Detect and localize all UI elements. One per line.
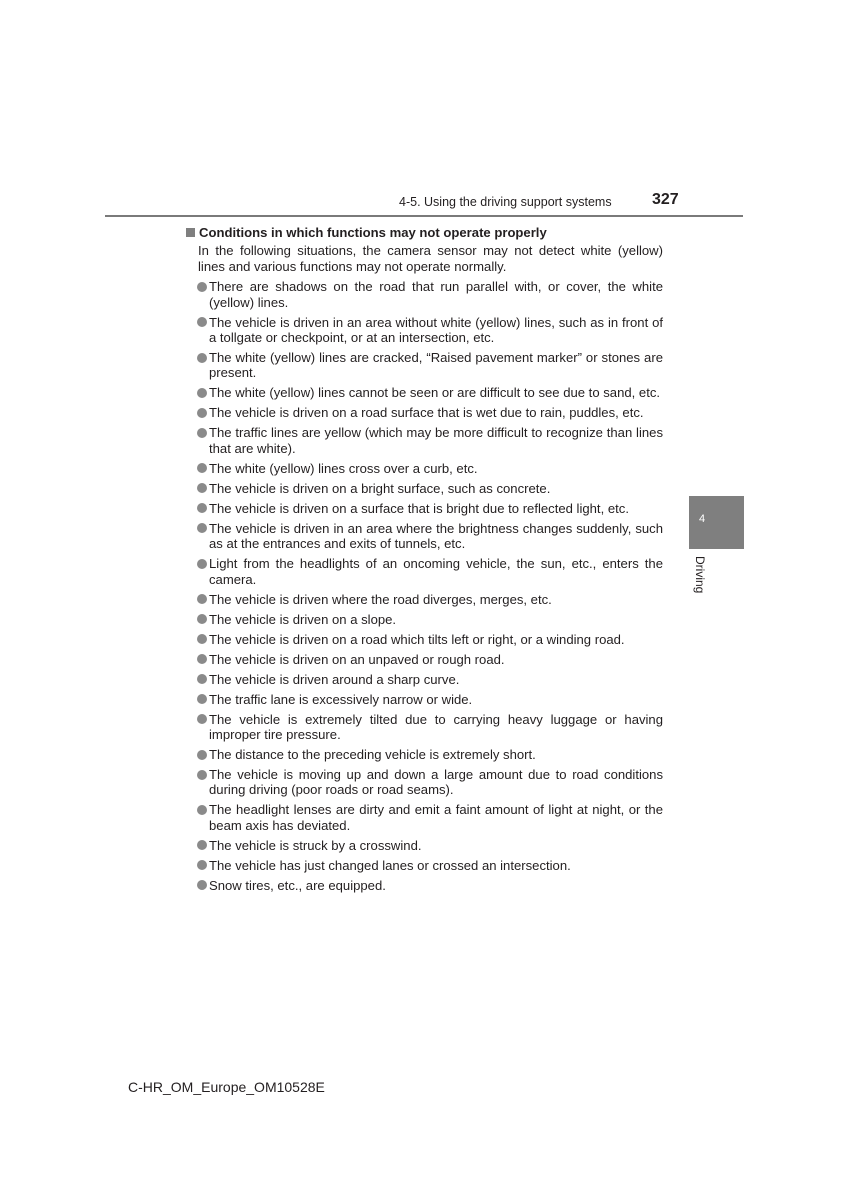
document-code: C-HR_OM_Europe_OM10528E: [128, 1079, 325, 1095]
main-content: [186, 225, 663, 898]
section-heading: [186, 225, 663, 240]
list-item-text: The vehicle is driven in an area where the brightness changes suddenly, such as at the entrances and exits of tunnels, etc.: [209, 520, 663, 552]
section-heading-text: Conditions in which functions may not operate properly: [199, 225, 547, 240]
list-item: [197, 858, 663, 873]
list-item-text: Snow tires, etc., are equipped.: [209, 877, 386, 893]
list-item-text: The white (yellow) lines cannot be seen or are difficult to see due to sand, etc.: [209, 385, 661, 401]
list-item-text: The vehicle is driven in an area without white (yellow) lines, such as in front of a tollgate or checkpoint, or at an intersection, etc.: [209, 314, 663, 346]
list-item-text: The white (yellow) lines are cracked, “Raised pavement marker” or stones are present.: [209, 350, 663, 381]
bullet-circle-icon: [197, 880, 207, 890]
bullet-circle-icon: [197, 559, 207, 569]
bullet-circle-icon: [197, 654, 207, 664]
list-item-text: The vehicle is driven on an unpaved or rough road.: [209, 651, 505, 667]
list-item: [197, 612, 663, 627]
bullet-circle-icon: [197, 674, 207, 684]
bullet-circle-icon: [197, 714, 207, 724]
list-item-text: The vehicle is moving up and down a large amount due to road conditions during driving (poor roads or road seams).: [209, 767, 663, 798]
page-number: 327: [652, 191, 679, 208]
list-item: [197, 802, 663, 833]
conditions-list: [186, 279, 663, 893]
list-item-text: The vehicle is driven around a sharp curve.: [209, 671, 460, 687]
section-title: 4-5. Using the driving support systems: [399, 195, 612, 209]
bullet-circle-icon: [197, 770, 207, 780]
list-item: [197, 385, 663, 400]
list-item: [197, 481, 663, 496]
list-item: [197, 501, 663, 516]
list-item-text: The white (yellow) lines cross over a curb, etc.: [209, 460, 478, 476]
bullet-circle-icon: [197, 523, 207, 533]
list-item: [197, 405, 663, 420]
list-item: [197, 747, 663, 762]
list-item: [197, 279, 663, 310]
bullet-circle-icon: [197, 594, 207, 604]
bullet-circle-icon: [197, 694, 207, 704]
list-item-text: The traffic lines are yellow (which may be more difficult to recognize than lines that are white).: [209, 425, 663, 456]
bullet-circle-icon: [197, 282, 207, 292]
list-item-text: The vehicle is driven on a slope.: [209, 611, 397, 627]
list-item: [197, 350, 663, 381]
chapter-label: Driving: [693, 556, 707, 594]
list-item-text: The vehicle is struck by a crosswind.: [209, 837, 422, 853]
bullet-circle-icon: [197, 483, 207, 493]
list-item: [197, 425, 663, 456]
bullet-circle-icon: [197, 408, 207, 418]
list-item-text: The vehicle is driven on a road surface that is wet due to rain, puddles, etc.: [209, 405, 644, 421]
list-item-text: There are shadows on the road that run parallel with, or cover, the white (yellow) lines.: [209, 279, 663, 310]
list-item-text: The vehicle is driven where the road diverges, merges, etc.: [209, 591, 552, 607]
list-item: [197, 712, 663, 743]
list-item-text: The traffic lane is excessively narrow or wide.: [209, 691, 473, 707]
chapter-tab: [689, 496, 744, 549]
list-item: [197, 692, 663, 707]
intro-paragraph: In the following situations, the camera sensor may not detect white (yellow) lines and various functions may not operate normally.: [198, 243, 663, 274]
list-item-text: The headlight lenses are dirty and emit a faint amount of light at night, or the beam axis has deviated.: [209, 802, 663, 833]
bullet-circle-icon: [197, 614, 207, 624]
bullet-circle-icon: [197, 750, 207, 760]
bullet-circle-icon: [197, 428, 207, 438]
list-item-text: Light from the headlights of an oncoming vehicle, the sun, etc., enters the camera.: [209, 556, 663, 587]
list-item: [197, 878, 663, 893]
list-item: [197, 652, 663, 667]
list-item: [197, 556, 663, 587]
bullet-circle-icon: [197, 634, 207, 644]
list-item: [197, 632, 663, 647]
bullet-circle-icon: [197, 840, 207, 850]
list-item: [197, 521, 663, 552]
list-item: [197, 838, 663, 853]
list-item-text: The vehicle is driven on a bright surface, such as concrete.: [209, 480, 551, 496]
bullet-circle-icon: [197, 463, 207, 473]
list-item: [197, 315, 663, 346]
list-item-text: The vehicle is extremely tilted due to carrying heavy luggage or having improper tire pressure.: [209, 711, 663, 743]
list-item: [197, 672, 663, 687]
bullet-circle-icon: [197, 805, 207, 815]
bullet-circle-icon: [197, 503, 207, 513]
list-item: [197, 461, 663, 476]
square-bullet-icon: [186, 228, 195, 237]
header-divider: [105, 215, 743, 217]
list-item-text: The vehicle has just changed lanes or crossed an intersection.: [209, 857, 571, 873]
list-item-text: The vehicle is driven on a road which tilts left or right, or a winding road.: [209, 631, 625, 647]
bullet-circle-icon: [197, 860, 207, 870]
bullet-circle-icon: [197, 388, 207, 398]
list-item-text: The vehicle is driven on a surface that is bright due to reflected light, etc.: [209, 500, 629, 516]
list-item-text: The distance to the preceding vehicle is extremely short.: [209, 747, 536, 763]
chapter-number: 4: [699, 513, 706, 525]
list-item: [197, 592, 663, 607]
list-item: [197, 767, 663, 798]
bullet-circle-icon: [197, 317, 207, 327]
bullet-circle-icon: [197, 353, 207, 363]
